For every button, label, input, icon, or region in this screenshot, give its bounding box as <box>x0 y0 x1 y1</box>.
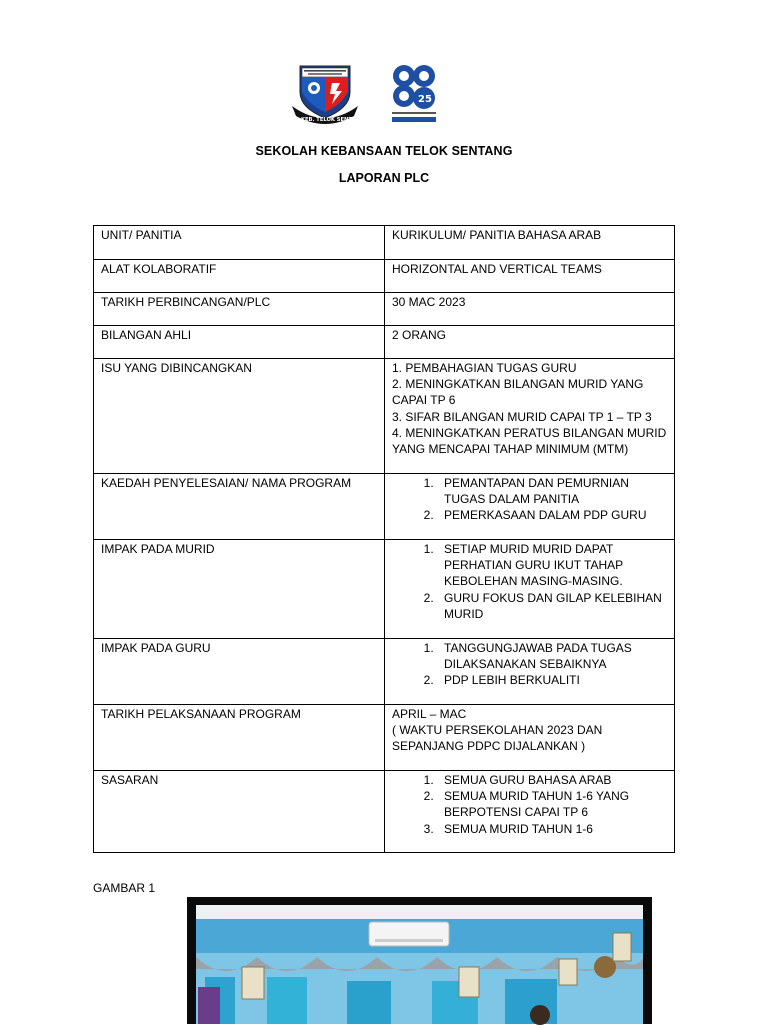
table-row <box>94 226 675 260</box>
value-line: 3. SIFAR BILANGAN MURID CAPAI TP 1 – TP 3 <box>392 409 652 424</box>
value-line: 30 MAC 2023 <box>392 295 466 309</box>
value-line: APRIL – MAC <box>392 707 467 721</box>
value-line: HORIZONTAL AND VERTICAL TEAMS <box>392 262 602 276</box>
list-item: 2. PEMERKASAAN DALAM PDP GURU <box>437 507 667 523</box>
value-line: 2. MENINGKATKAN BILANGAN MURID YANG CAPAI TP 6 <box>392 377 644 408</box>
value-line: 4. MENINGKATKAN PERATUS BILANGAN MURID YANG MENCAPAI TAHAP MINIMUM (MTM) <box>392 425 667 457</box>
value-line: KURIKULUM/ PANITIA BAHASA ARAB <box>392 228 602 242</box>
numbered-list <box>392 475 667 524</box>
row-value <box>385 326 675 359</box>
row-value <box>385 639 675 705</box>
table-row <box>94 293 675 326</box>
crest-motto-text: SEK. KEB. TELOK SENTANG <box>285 117 365 123</box>
row-label: ALAT KOLABORATIF <box>94 260 385 293</box>
table-row <box>94 771 675 853</box>
table-row <box>94 639 675 705</box>
table-row <box>94 260 675 293</box>
row-label: TARIKH PELAKSANAAN PROGRAM <box>94 705 385 771</box>
row-value <box>385 771 675 853</box>
table-row <box>94 705 675 771</box>
table-row <box>94 326 675 359</box>
figure-caption: GAMBAR 1 <box>93 881 156 895</box>
row-label: TARIKH PERBINCANGAN/PLC <box>94 293 385 326</box>
row-value <box>385 226 675 260</box>
list-item: 1. SETIAP MURID MURID DAPAT PERHATIAN GURU IKUT TAHAP KEBOLEHAN MASING-MASING. <box>437 541 667 590</box>
meeting-photo <box>187 897 652 1024</box>
list-item: 2. PDP LEBIH BERKUALITI <box>437 672 667 688</box>
table-row <box>94 540 675 639</box>
table-row <box>94 359 675 474</box>
list-item: 2. SEMUA MURID TAHUN 1-6 YANG BERPOTENSI CAPAI TP 6 <box>437 788 667 820</box>
row-label: KAEDAH PENYELESAIAN/ NAMA PROGRAM <box>94 474 385 540</box>
numbered-list <box>392 640 667 689</box>
list-item: 1. PEMANTAPAN DAN PEMURNIAN TUGAS DALAM PANITIA <box>437 475 667 507</box>
anniversary-logo <box>388 62 440 124</box>
list-item: 3. SEMUA MURID TAHUN 1-6 <box>437 821 667 837</box>
report-title: LAPORAN PLC <box>338 171 430 185</box>
row-value <box>385 260 675 293</box>
list-item: 1. SEMUA GURU BAHASA ARAB <box>437 772 667 788</box>
row-value <box>385 474 675 540</box>
anniversary-number: 25 <box>418 94 432 105</box>
row-label: ISU YANG DIBINCANGKAN <box>94 359 385 474</box>
row-label: IMPAK PADA GURU <box>94 639 385 705</box>
table-row <box>94 474 675 540</box>
list-item: 1. TANGGUNGJAWAB PADA TUGAS DILAKSANAKAN SEBAIKNYA <box>437 640 667 672</box>
row-value <box>385 705 675 771</box>
school-name: SEKOLAH KEBANSAAN TELOK SENTANG <box>255 144 513 158</box>
numbered-list <box>392 772 667 837</box>
meeting-photo-image <box>187 897 652 1024</box>
row-label: SASARAN <box>94 771 385 853</box>
numbered-list <box>392 541 667 622</box>
value-line: 1. PEMBAHAGIAN TUGAS GURU <box>392 361 577 375</box>
school-crest-logo <box>285 62 365 128</box>
value-line: ( WAKTU PERSEKOLAHAN 2023 DAN SEPANJANG PDPC DIJALANKAN ) <box>392 723 603 754</box>
list-item: 2. GURU FOKUS DAN GILAP KELEBIHAN MURID <box>437 590 667 622</box>
row-value <box>385 293 675 326</box>
row-value <box>385 540 675 639</box>
row-label: BILANGAN AHLI <box>94 326 385 359</box>
plc-report-table <box>93 225 675 853</box>
value-line: 2 ORANG <box>392 328 447 342</box>
row-label: IMPAK PADA MURID <box>94 540 385 639</box>
row-label: UNIT/ PANITIA <box>94 226 385 260</box>
row-value <box>385 359 675 474</box>
